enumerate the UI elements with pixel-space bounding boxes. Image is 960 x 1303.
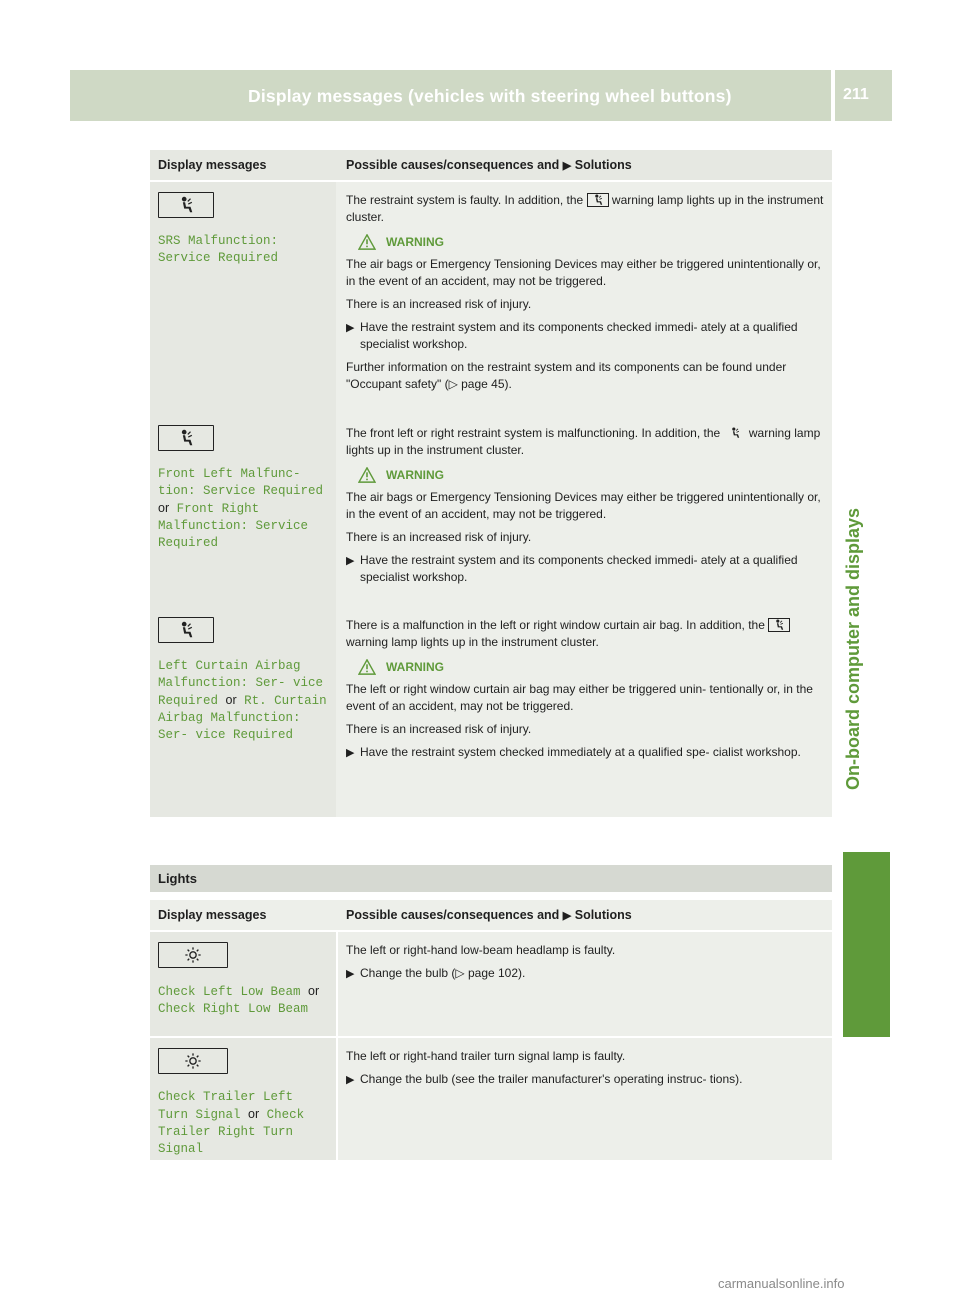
warning-text: The air bags or Emergency Tensioning Devices may either be triggered unintentionally or, in the event of an accident, may not be triggered. bbox=[346, 257, 821, 288]
col-header-messages: Display messages bbox=[158, 158, 267, 172]
table-header bbox=[150, 900, 832, 932]
col-header-messages: Display messages bbox=[158, 908, 267, 922]
warning-heading bbox=[358, 234, 824, 250]
warning-label: WARNING bbox=[386, 235, 444, 249]
arrow-icon: ▶ bbox=[346, 555, 355, 567]
table-row bbox=[150, 932, 832, 1036]
airbag-person-icon bbox=[158, 425, 214, 451]
table-row bbox=[150, 1038, 832, 1160]
message-cell bbox=[150, 607, 336, 817]
solution-text: Have the restraint system and its components checked immedi- ately at a qualified specialist workshop. bbox=[360, 553, 798, 584]
solution-text: Have the restraint system checked immediately at a qualified spe- cialist workshop. bbox=[360, 745, 801, 759]
bulb-icon bbox=[158, 1048, 228, 1074]
col-header-causes-text: Possible causes/consequences and bbox=[346, 908, 560, 922]
or-text: or bbox=[225, 693, 237, 707]
lights-messages-table bbox=[150, 900, 832, 1160]
display-message-1: Check Trailer Left Turn Signal bbox=[158, 1090, 294, 1122]
warning-text: The left or right window curtain air bag may either be triggered unin- tentionally or, in the event of an accident, may not be triggered. bbox=[346, 682, 813, 713]
arrow-icon: ▶ bbox=[346, 322, 355, 334]
cause-text-a: There is a malfunction in the left or right window curtain air bag. In addition, the bbox=[346, 618, 765, 632]
page-header-title: Display messages (vehicles with steering wheel buttons) bbox=[248, 86, 732, 106]
risk-text: There is an increased risk of injury. bbox=[346, 297, 532, 311]
message-cell bbox=[150, 415, 336, 607]
col-header-causes bbox=[338, 908, 832, 922]
message-cell bbox=[150, 932, 336, 1036]
further-info-text: Further information on the restraint system and its components can be found under "Occupant safety" (▷ page 45). bbox=[346, 360, 787, 391]
solution-item bbox=[346, 319, 824, 353]
warning-text: The air bags or Emergency Tensioning Devices may either be triggered unintentionally or, in the event of an accident, may not be triggered. bbox=[346, 490, 821, 521]
cause-text bbox=[346, 617, 824, 651]
message-cell bbox=[150, 1038, 336, 1160]
table-header bbox=[150, 150, 832, 182]
display-message-2: Rt. Curtain Airbag Malfunction: Ser- vice Required bbox=[158, 694, 327, 742]
causes-cell bbox=[338, 932, 832, 1036]
display-message-2: Check Trailer Right Turn Signal bbox=[158, 1108, 305, 1156]
warning-triangle-icon bbox=[358, 467, 376, 483]
message-cell bbox=[150, 182, 336, 415]
header-separator bbox=[831, 70, 835, 121]
side-chapter-tab bbox=[843, 852, 890, 1037]
cause-text-b: warning lamp lights up in the instrument cluster. bbox=[346, 635, 599, 649]
table-row bbox=[150, 415, 832, 607]
display-message-1: Check Left Low Beam bbox=[158, 985, 301, 999]
solution-item bbox=[346, 1071, 824, 1089]
airbag-person-icon bbox=[768, 618, 790, 632]
cause-text: The left or right-hand trailer turn signal lamp is faulty. bbox=[346, 1049, 626, 1063]
arrow-icon: ▶ bbox=[562, 910, 572, 922]
causes-cell bbox=[338, 1038, 832, 1160]
warning-heading bbox=[358, 467, 824, 483]
warning-triangle-icon bbox=[358, 659, 376, 675]
arrow-icon: ▶ bbox=[562, 160, 572, 172]
airbag-person-icon bbox=[724, 426, 746, 440]
cause-text-a: The restraint system is faulty. In addition, the bbox=[346, 193, 584, 207]
display-message bbox=[158, 983, 328, 1018]
arrow-icon: ▶ bbox=[346, 747, 355, 759]
cause-text-a: The front left or right restraint system is malfunctioning. In addition, the bbox=[346, 426, 721, 440]
watermark: carmanualsonline.info bbox=[718, 1276, 845, 1291]
causes-cell bbox=[338, 182, 832, 415]
cause-text bbox=[346, 192, 824, 226]
solution-item bbox=[346, 965, 824, 983]
risk-text: There is an increased risk of injury. bbox=[346, 722, 532, 736]
solution-item bbox=[346, 552, 824, 586]
airbag-person-icon bbox=[587, 193, 609, 207]
restraint-messages-table bbox=[150, 150, 832, 817]
col-header-causes-text: Possible causes/consequences and bbox=[346, 158, 560, 172]
side-chapter-label: On-board computer and displays bbox=[843, 507, 863, 790]
display-message-1: Left Curtain Airbag Malfunction: Ser- vice Required bbox=[158, 659, 324, 708]
col-header-solutions-text: Solutions bbox=[574, 158, 632, 172]
arrow-icon: ▶ bbox=[346, 1074, 355, 1086]
or-text: or bbox=[308, 984, 320, 998]
solution-text: Change the bulb (see the trailer manufacturer's operating instruc- tions). bbox=[360, 1072, 743, 1086]
solution-text: Change the bulb (▷ page 102). bbox=[360, 966, 526, 980]
display-message bbox=[158, 466, 328, 552]
display-message bbox=[158, 658, 328, 744]
warning-label: WARNING bbox=[386, 468, 444, 482]
cause-text bbox=[346, 425, 824, 459]
cause-text-b: warning lamp lights up in the instrument cluster. bbox=[346, 426, 821, 457]
warning-triangle-icon bbox=[358, 234, 376, 250]
page-number: 211 bbox=[843, 86, 869, 103]
display-message-1: Front Left Malfunc- tion: Service Required bbox=[158, 467, 324, 498]
display-message: SRS Malfunction: Service Required bbox=[158, 234, 279, 265]
solution-text: Have the restraint system and its components checked immedi- ately at a qualified specialist workshop. bbox=[360, 320, 798, 351]
arrow-icon: ▶ bbox=[346, 968, 355, 980]
col-header-causes bbox=[338, 158, 832, 172]
cause-text: The left or right-hand low-beam headlamp is faulty. bbox=[346, 943, 616, 957]
causes-cell bbox=[338, 607, 832, 817]
or-text: or bbox=[158, 501, 170, 515]
causes-cell bbox=[338, 415, 832, 607]
cause-text-b: warning lamp lights up in the instrument cluster. bbox=[346, 193, 824, 224]
airbag-person-icon bbox=[158, 192, 214, 218]
or-text: or bbox=[248, 1107, 260, 1121]
table-row bbox=[150, 182, 832, 415]
warning-label: WARNING bbox=[386, 660, 444, 674]
display-message-2: Front Right Malfunction: Service Required bbox=[158, 502, 309, 550]
table-row bbox=[150, 607, 832, 817]
display-message bbox=[158, 1089, 328, 1158]
solution-item bbox=[346, 744, 824, 762]
risk-text: There is an increased risk of injury. bbox=[346, 530, 532, 544]
col-header-solutions-text: Solutions bbox=[574, 908, 632, 922]
airbag-person-icon bbox=[158, 617, 214, 643]
bulb-icon bbox=[158, 942, 228, 968]
section-title-lights: Lights bbox=[150, 865, 832, 892]
warning-heading bbox=[358, 659, 824, 675]
display-message-2: Check Right Low Beam bbox=[158, 1002, 309, 1016]
